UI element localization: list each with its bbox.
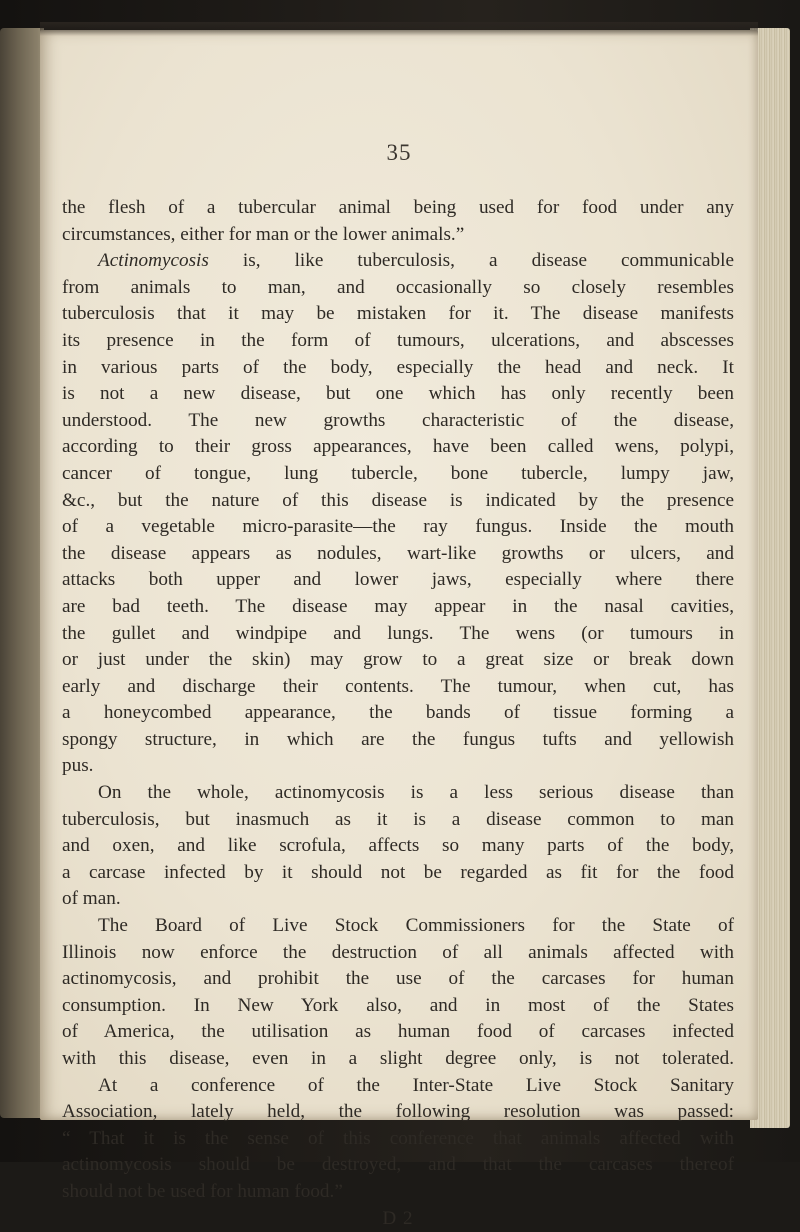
text-line: On the whole, actinomycosis is a less serious disease than [98,782,734,804]
text-line: its presence in the form of tumours, ulcerations, and abscesses [62,329,734,351]
text-line: in various parts of the body, especially the head and neck. It [62,356,734,378]
text-line: and oxen, and like scrofula, affects so many parts of the body, [62,835,734,857]
italic-term: Actinomycosis [98,250,209,272]
text-line: the disease appears as nodules, wart-like growths or ulcers, and [62,542,734,564]
text-line [62,248,734,275]
text-line: of man. [62,888,121,910]
text-line: from animals to man, and occasionally so closely resembles [62,276,734,298]
text-line: the flesh of a tubercular animal being used for food under any [62,197,734,218]
text-line: of America, the utilisation as human food of carcases infected [62,1021,734,1043]
text-line: The Board of Live Stock Commissioners for the State of [98,915,734,937]
page-top-shadow [40,22,758,36]
text-line: should not be used for human food.” [62,1180,343,1202]
text-line: understood. The new growths characteristic of the disease, [62,409,734,431]
text-line: or just under the skin) may grow to a great size or break down [62,649,734,671]
text-line: circumstances, either for man or the lower animals.” [62,223,465,245]
text-line: attacks both upper and lower jaws, especially where there [62,569,734,591]
text-line: actinomycosis, and prohibit the use of the carcases for human [62,968,734,990]
text-line: cancer of tongue, lung tubercle, bone tubercle, lumpy jaw, [62,462,734,484]
book-cover-left-edge [0,28,44,1118]
body-text [62,195,734,1232]
text-line: At a conference of the Inter-State Live Stock Sanitary [98,1074,734,1096]
text-line: &c., but the nature of this disease is indicated by the presence [62,489,734,511]
text-line: spongy structure, in which are the fungus tufts and yellowish [62,728,734,750]
text-line: actinomycosis should be destroyed, and that the carcases thereof [62,1154,734,1176]
text-line-rest: is, like tuberculosis, a disease communicable [208,250,734,272]
text-line: “ That it is the sense of this conference that animals affected with [62,1127,734,1149]
text-line: Association, lately held, the following resolution was passed: [62,1101,734,1123]
text-line: a carcase infected by it should not be regarded as fit for the food [62,861,734,883]
text-line: is not a new disease, but one which has only recently been [62,383,734,405]
text-line: tuberculosis that it may be mistaken for it. The disease manifests [62,303,734,325]
text-line: consumption. In New York also, and in most of the States [62,994,734,1016]
text-line: early and discharge their contents. The tumour, when cut, has [62,675,734,697]
text-line: a honeycombed appearance, the bands of tissue forming a [62,702,734,724]
text-line: according to their gross appearances, have been called wens, polypi, [62,436,734,458]
page-number: 35 [386,140,412,165]
text-line: are bad teeth. The disease may appear in the nasal cavities, [62,595,734,617]
text-line: of a vegetable micro-parasite—the ray fungus. Inside the mouth [62,516,734,538]
text-line: the gullet and windpipe and lungs. The wens (or tumours in [62,622,734,644]
text-line: pus. [62,755,94,777]
text-line: tuberculosis, but inasmuch as it is a disease common to man [62,808,734,830]
text-line: with this disease, even in a slight degree only, is not tolerated. [62,1048,734,1069]
signature-mark: D 2 [382,1207,414,1229]
book-page [40,30,758,1229]
text-line: Illinois now enforce the destruction of all animals affected with [62,941,734,963]
